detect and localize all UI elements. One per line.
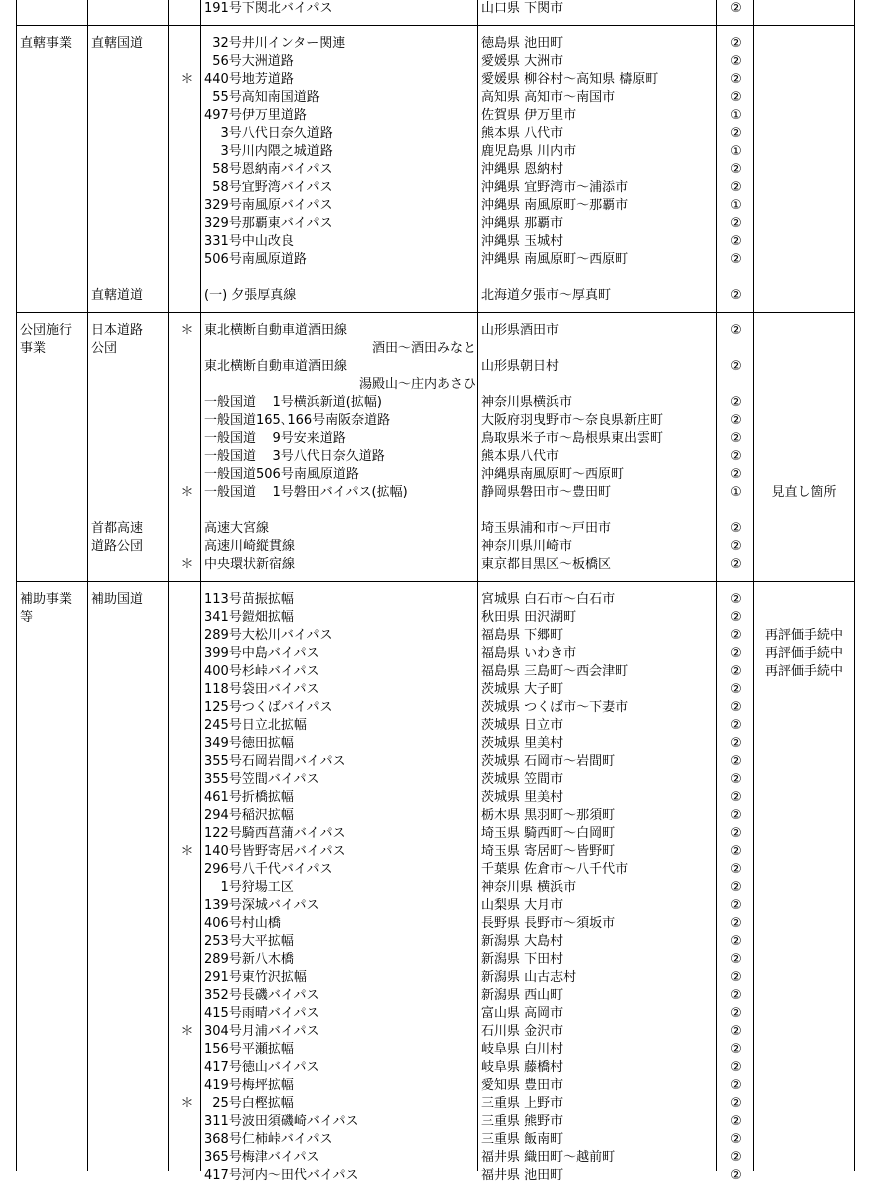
road-name: 122号騎西菖蒲バイパス [204,826,346,841]
road-name: 58号恩納南バイパス [204,162,333,177]
road-name: 191号下関北バイパス [204,1,333,16]
evaluation-code: ① [730,198,742,213]
road-name: 156号平瀬拡幅 [204,1042,294,1057]
review-mark: ＊ [180,844,194,859]
location: 神奈川県川崎市 [481,539,573,554]
evaluation-code: ② [730,1060,742,1075]
evaluation-code: ② [730,216,742,231]
review-mark: ＊ [180,1096,194,1111]
location: 山形県朝日村 [481,359,560,374]
location: 埼玉県 寄居町～皆野町 [481,844,616,859]
road-name: 329号南風原バイパス [204,198,333,213]
evaluation-code: ② [730,952,742,967]
evaluation-code: ② [730,754,742,769]
road-name: 355号石岡岩間バイパス [204,754,346,769]
location: 茨城県 つくば市～下妻市 [481,700,629,715]
evaluation-code: ② [730,808,742,823]
location: 新潟県 大島村 [481,934,564,949]
location: 北海道夕張市～厚真町 [481,288,612,303]
road-name: 一般国道506号南風原道路 [204,467,359,482]
column-rule [16,0,17,1171]
road-name: 415号雨晴バイパス [204,1006,320,1021]
column-rule [200,0,201,1171]
section-divider [16,312,854,313]
location: 三重県 飯南町 [481,1132,564,1147]
evaluation-code: ② [730,628,742,643]
location: 秋田県 田沢湖町 [481,610,577,625]
road-name: 400号杉峠バイパス [204,664,320,679]
road-name: 高速大宮線 [204,521,270,536]
evaluation-code: ② [730,413,742,428]
evaluation-code: ② [730,592,742,607]
location: 埼玉県 騎西町～白岡町 [481,826,616,841]
column-rule [87,0,88,1171]
evaluation-code: ② [730,682,742,697]
evaluation-code: ② [730,234,742,249]
group-subcategory: 首都高速 [91,521,144,536]
evaluation-code: ② [730,288,742,303]
location: 福島県 いわき市 [481,646,577,661]
section-category: 補助事業 [20,592,73,607]
road-name: 355号笠間バイパス [204,772,320,787]
location: 茨城県 石岡市～岩間町 [481,754,616,769]
road-name: 289号新八木橋 [204,952,294,967]
road-name: 25号白樫拡幅 [204,1096,294,1111]
location: 山口県 下関市 [481,1,564,16]
review-mark: ＊ [180,323,194,338]
evaluation-code: ② [730,359,742,374]
group-subcategory: 直轄国道 [91,36,144,51]
location: 長野県 長野市～須坂市 [481,916,616,931]
column-rule [168,0,169,1171]
location: 福井県 織田町～越前町 [481,1150,616,1165]
evaluation-code: ② [730,1078,742,1093]
location: 三重県 熊野市 [481,1114,564,1129]
evaluation-code: ② [730,1132,742,1147]
location: 沖縄県南風原町～西原町 [481,467,625,482]
location: 新潟県 西山町 [481,988,564,1003]
evaluation-code: ② [730,772,742,787]
road-name: 497号伊万里道路 [204,108,307,123]
road-name: 329号那覇東バイパス [204,216,333,231]
group-subcategory: 道路公団 [91,539,144,554]
evaluation-code: ② [730,880,742,895]
review-mark: ＊ [180,557,194,572]
road-name: 一般国道165､166号南阪奈道路 [204,413,391,428]
section-divider [16,25,854,26]
location: 愛媛県 大洲市 [481,54,564,69]
road-name: 296号八千代バイパス [204,862,333,877]
location: 沖縄県 南風原町～西原町 [481,252,629,267]
evaluation-code: ② [730,467,742,482]
road-name: 294号稲沢拡幅 [204,808,294,823]
road-name: 289号大松川バイパス [204,628,333,643]
location: 茨城県 里美村 [481,790,564,805]
location: 茨城県 里美村 [481,736,564,751]
evaluation-code: ② [730,54,742,69]
evaluation-code: ② [730,664,742,679]
road-name: 368号仁柿峠バイパス [204,1132,333,1147]
location: 茨城県 日立市 [481,718,564,733]
road-name: 440号地芳道路 [204,72,294,87]
column-rule [716,0,717,1171]
road-name: 1号狩場工区 [204,880,294,895]
section-category: 事業 [20,341,47,356]
location: 沖縄県 那覇市 [481,216,564,231]
location: 富山県 高岡市 [481,1006,564,1021]
road-name: 311号波田須磯崎バイパス [204,1114,359,1129]
location: 沖縄県 南風原町～那覇市 [481,198,629,213]
location: 埼玉県浦和市～戸田市 [481,521,612,536]
location: 熊本県 八代市 [481,126,564,141]
road-name: 253号大平拡幅 [204,934,294,949]
location: 福井県 池田町 [481,1168,564,1183]
location: 熊本県八代市 [481,449,560,464]
evaluation-code: ② [730,862,742,877]
evaluation-code: ② [730,1024,742,1039]
location: 鳥取県米子市～島根県東出雲町 [481,431,664,446]
road-name: 349号徳田拡幅 [204,736,294,751]
location: 石川県 金沢市 [481,1024,564,1039]
road-name: 56号大洲道路 [204,54,294,69]
note: 見直し箇所 [771,485,837,500]
location: 沖縄県 宜野湾市～浦添市 [481,180,629,195]
road-name: 一般国道 1号磐田バイパス(拡幅) [204,485,408,500]
location: 新潟県 山古志村 [481,970,577,985]
location: 佐賀県 伊万里市 [481,108,577,123]
evaluation-code: ② [730,898,742,913]
location: 神奈川県 横浜市 [481,880,577,895]
road-name: 417号徳山バイパス [204,1060,320,1075]
evaluation-code: ② [730,610,742,625]
evaluation-code: ② [730,180,742,195]
evaluation-code: ② [730,126,742,141]
column-rule [753,0,754,1171]
evaluation-code: ② [730,557,742,572]
section-category: 等 [20,610,34,625]
location: 鹿児島県 川内市 [481,144,577,159]
road-name: 55号高知南国道路 [204,90,320,105]
evaluation-code: ② [730,521,742,536]
location: 沖縄県 玉城村 [481,234,564,249]
road-name: 一般国道 9号安来道路 [204,431,346,446]
evaluation-code: ① [730,108,742,123]
location: 神奈川県横浜市 [481,395,573,410]
evaluation-code: ② [730,826,742,841]
evaluation-code: ② [730,1006,742,1021]
location: 山形県酒田市 [481,323,560,338]
location: 愛知県 豊田市 [481,1078,564,1093]
evaluation-code: ② [730,646,742,661]
road-name: 一般国道 3号八代日奈久道路 [204,449,385,464]
evaluation-code: ② [730,736,742,751]
evaluation-code: ② [730,1042,742,1057]
road-name: 341号鎧畑拡幅 [204,610,294,625]
road-name: 417号河内～田代バイパス [204,1168,359,1183]
road-name: (一) 夕張厚真線 [204,288,297,303]
group-subcategory: 公団 [91,341,118,356]
evaluation-code: ② [730,844,742,859]
evaluation-code: ② [730,539,742,554]
road-name: 中央環状新宿線 [204,557,296,572]
location: 高知県 高知市～南国市 [481,90,616,105]
road-name: 酒田～酒田みなと [371,341,476,356]
note: 再評価手続中 [764,628,843,643]
evaluation-code: ① [730,485,742,500]
road-name: 58号宜野湾バイパス [204,180,333,195]
note: 再評価手続中 [764,646,843,661]
section-category: 直轄事業 [20,36,73,51]
road-name: 304号月浦バイパス [204,1024,320,1039]
location: 茨城県 大子町 [481,682,564,697]
location: 茨城県 笠間市 [481,772,564,787]
location: 徳島県 池田町 [481,36,564,51]
road-name: 湯殿山～庄内あさひ [358,377,476,392]
evaluation-code: ② [730,718,742,733]
location: 三重県 上野市 [481,1096,564,1111]
review-mark: ＊ [180,72,194,87]
road-name: 139号深城バイパス [204,898,320,913]
section-divider [16,581,854,582]
location: 福島県 下郷町 [481,628,564,643]
location: 栃木県 黒羽町～那須町 [481,808,616,823]
review-mark: ＊ [180,485,194,500]
location: 沖縄県 恩納村 [481,162,564,177]
evaluation-code: ② [730,1,742,16]
road-name: 113号苗振拡幅 [204,592,294,607]
evaluation-code: ② [730,395,742,410]
evaluation-code: ② [730,988,742,1003]
evaluation-code: ② [730,449,742,464]
road-name: 東北横断自動車道酒田線 [204,359,348,374]
location: 愛媛県 柳谷村～高知県 檮原町 [481,72,659,87]
group-subcategory: 直轄道道 [91,288,144,303]
road-name: 3号川内隈之城道路 [204,144,333,159]
evaluation-code: ① [730,144,742,159]
group-subcategory: 日本道路 [91,323,144,338]
evaluation-code: ② [730,1114,742,1129]
road-name: 32号井川インター関連 [204,36,346,51]
location: 岐阜県 藤橋村 [481,1060,564,1075]
road-name: 118号袋田バイパス [204,682,320,697]
location: 福島県 三島町～西会津町 [481,664,629,679]
location: 新潟県 下田村 [481,952,564,967]
road-name: 東北横断自動車道酒田線 [204,323,348,338]
location: 千葉県 佐倉市～八千代市 [481,862,629,877]
road-name: 3号八代日奈久道路 [204,126,333,141]
road-name: 140号皆野寄居バイパス [204,844,346,859]
road-name: 406号村山橋 [204,916,281,931]
evaluation-code: ② [730,252,742,267]
road-name: 高速川崎縦貫線 [204,539,296,554]
location: 静岡県磐田市～豊田町 [481,485,612,500]
column-rule [854,0,855,1171]
evaluation-code: ② [730,323,742,338]
evaluation-code: ② [730,790,742,805]
note: 再評価手続中 [764,664,843,679]
road-name: 365号梅津バイパス [204,1150,320,1165]
evaluation-code: ② [730,970,742,985]
road-name: 399号中島バイパス [204,646,320,661]
road-name: 352号長磯バイパス [204,988,320,1003]
location: 大阪府羽曳野市～奈良県新庄町 [481,413,664,428]
location: 宮城県 白石市～白石市 [481,592,616,607]
evaluation-code: ② [730,916,742,931]
road-name: 125号つくばバイパス [204,700,333,715]
section-category: 公団施行 [20,323,73,338]
road-name: 419号梅坪拡幅 [204,1078,294,1093]
group-subcategory: 補助国道 [91,592,144,607]
road-name: 331号中山改良 [204,234,294,249]
road-name: 506号南風原道路 [204,252,307,267]
road-name: 461号折橋拡幅 [204,790,294,805]
evaluation-code: ② [730,90,742,105]
road-name: 245号日立北拡幅 [204,718,307,733]
location: 東京都目黒区～板橋区 [481,557,612,572]
evaluation-code: ② [730,36,742,51]
evaluation-code: ② [730,1096,742,1111]
evaluation-code: ② [730,1150,742,1165]
road-name: 291号東竹沢拡幅 [204,970,307,985]
location: 岐阜県 白川村 [481,1042,564,1057]
evaluation-code: ② [730,72,742,87]
road-name: 一般国道 1号横浜新道(拡幅) [204,395,382,410]
evaluation-code: ② [730,162,742,177]
column-rule [477,0,478,1171]
evaluation-code: ② [730,700,742,715]
evaluation-code: ② [730,934,742,949]
evaluation-code: ② [730,1168,742,1183]
location: 山梨県 大月市 [481,898,564,913]
evaluation-code: ② [730,431,742,446]
review-mark: ＊ [180,1024,194,1039]
